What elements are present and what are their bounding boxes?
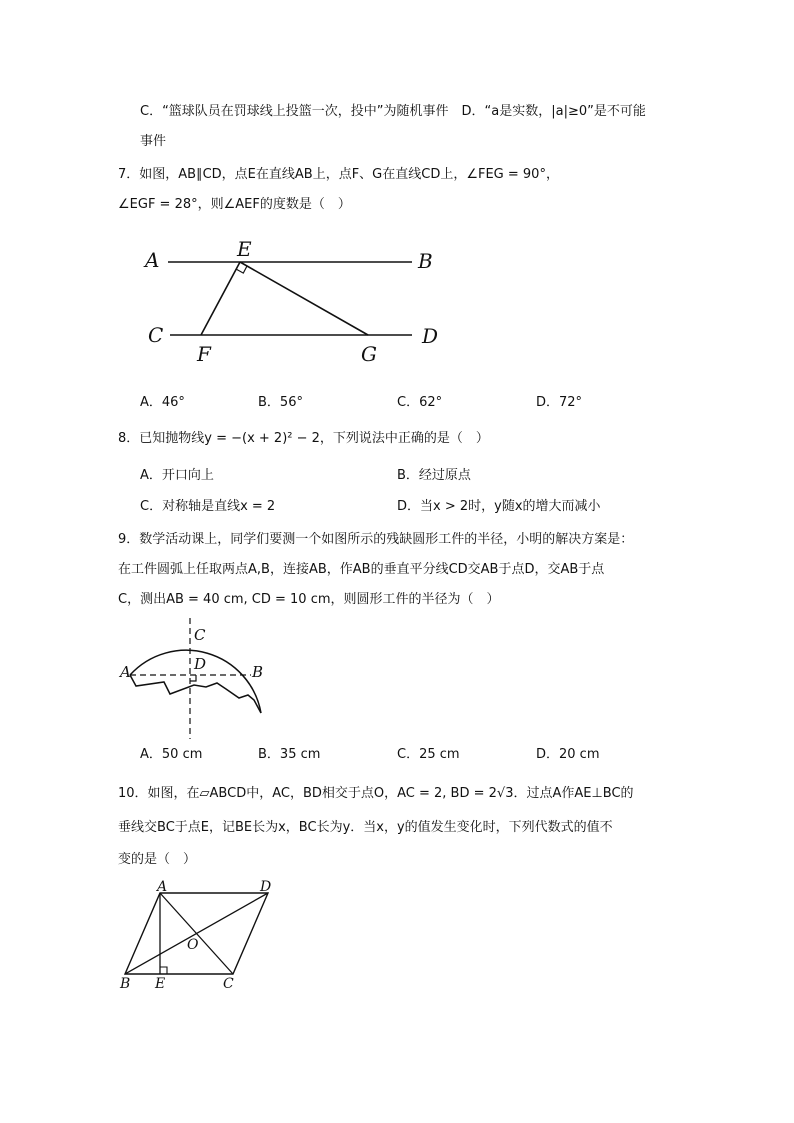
q7-label-g: G — [361, 342, 377, 366]
q10-stem-line3: 变的是（ ） — [118, 852, 197, 867]
q9-stem-line2: 在工件圆弧上任取两点A,B，连接AB，作AB的垂直平分线CD交AB于点D，交AB于点 — [118, 562, 605, 577]
q9-stem-line1: 9．数学活动课上，同学们要测一个如图所示的残缺圆形工件的半径，小明的解决方案是： — [118, 532, 634, 547]
q10-label-c: C — [223, 976, 234, 992]
q8-option-a: A．开口向上 — [140, 468, 214, 483]
q9-option-d: D．20 cm — [536, 747, 600, 762]
q9-stem-line3: C，测出AB = 40 cm, CD = 10 cm，则圆形工件的半径为（ ） — [118, 592, 500, 607]
q9-right-angle-mark — [190, 675, 196, 681]
q10-stem-line2: 垂线交BC于点E，记BE长为x，BC长为y．当x，y的值发生变化时，下列代数式的值不 — [118, 820, 613, 835]
q10-label-o: O — [187, 937, 199, 953]
q7-segment-ef — [201, 262, 240, 335]
q6-option-c-cont: 事件 — [140, 134, 167, 149]
q10-diagonal-bd — [125, 893, 268, 974]
q10-right-angle-mark — [160, 967, 167, 974]
q7-label-c: C — [148, 323, 164, 347]
q10-stem-line1: 10．如图，在▱ABCD中，AC，BD相交于点O，AC = 2, BD = 2√3．过点A作AE⊥BC的 — [118, 786, 634, 801]
q7-option-c: C．62° — [397, 395, 443, 410]
q10-label-d: D — [260, 879, 272, 895]
q7-label-a: A — [145, 248, 160, 272]
q9-label-d: D — [194, 655, 207, 673]
q10-label-b: B — [120, 976, 131, 992]
q7-stem-line1: 7．如图，AB∥CD，点E在直线AB上，点F、G在直线CD上，∠FEG = 90°， — [118, 167, 559, 182]
q9-figure — [118, 615, 278, 745]
q7-option-a: A．46° — [140, 395, 185, 410]
q7-stem-line2: ∠EGF = 28°，则∠AEF的度数是（ ） — [118, 197, 351, 212]
q7-label-e: E — [237, 237, 252, 261]
q10-label-a: A — [157, 879, 168, 895]
q7-label-f: F — [197, 342, 211, 366]
q9-option-c: C．25 cm — [397, 747, 460, 762]
q6-option-c: C．“篮球队员在罚球线上投篮一次，投中”为随机事件 D．“a是实数，|a|≥0”是不可能 — [140, 104, 646, 119]
q7-segment-eg — [240, 262, 368, 335]
q8-stem: 8．已知抛物线y = −(x + 2)² − 2，下列说法中正确的是（ ） — [118, 431, 489, 446]
q8-option-c: C．对称轴是直线x = 2 — [140, 499, 276, 514]
q8-option-d: D．当x > 2时，y随x的增大而减小 — [397, 499, 601, 514]
q7-label-b: B — [418, 249, 433, 273]
q10-label-e: E — [155, 976, 166, 992]
q9-label-b: B — [252, 663, 264, 681]
q7-option-b: B．56° — [258, 395, 303, 410]
q9-option-b: B．35 cm — [258, 747, 321, 762]
q10-figure — [115, 878, 280, 998]
q7-option-d: D．72° — [536, 395, 583, 410]
q9-option-a: A．50 cm — [140, 747, 203, 762]
q9-label-c: C — [194, 626, 206, 644]
q7-figure — [140, 235, 450, 370]
q8-option-b: B．经过原点 — [397, 468, 471, 483]
q7-label-d: D — [422, 324, 439, 348]
q9-label-a: A — [120, 663, 131, 681]
